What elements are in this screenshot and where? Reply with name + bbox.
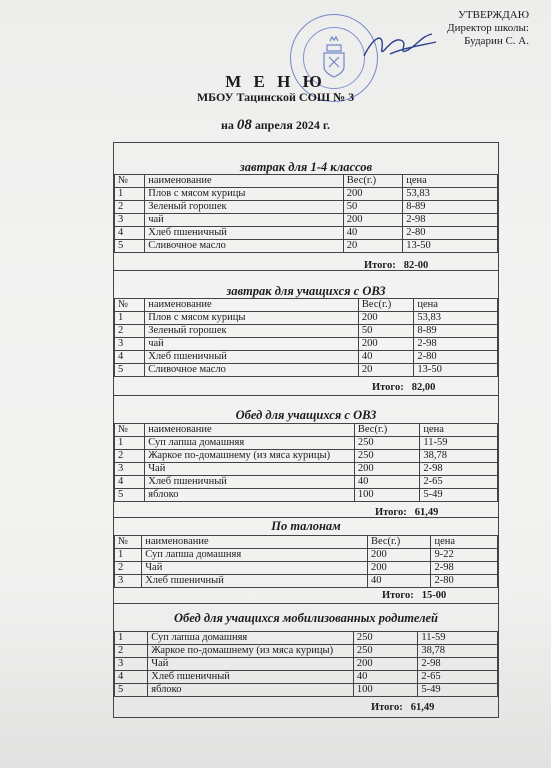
table-cell: 5-49 — [420, 489, 498, 502]
table-cell: 200 — [358, 312, 413, 325]
total-label: Итого: — [371, 702, 403, 713]
table-row — [115, 450, 498, 463]
table-cell: 8-89 — [414, 325, 498, 338]
table-row — [115, 240, 498, 253]
table-cell: Хлеб пшеничный — [145, 227, 344, 240]
menu-table — [114, 174, 498, 253]
table-cell: 2-80 — [403, 227, 498, 240]
table-cell: 3 — [115, 463, 145, 476]
table-cell: наименование — [145, 175, 344, 188]
table-cell: 3 — [115, 338, 145, 351]
table-cell: 2 — [115, 201, 145, 214]
date-day: 08 — [236, 117, 252, 133]
section-total — [371, 702, 434, 713]
table-cell: яблоко — [148, 684, 354, 697]
table-cell: 2-80 — [431, 575, 498, 588]
table-cell: чай — [145, 214, 344, 227]
table-cell: Плов с мясом курицы — [145, 188, 344, 201]
table-cell: 8-89 — [403, 201, 498, 214]
table-cell: 2-98 — [403, 214, 498, 227]
table-cell: 40 — [367, 575, 430, 588]
table-cell: Хлеб пшеничный — [148, 671, 354, 684]
section-title: Обед для учащихся с ОВЗ — [235, 408, 377, 422]
table-cell: 200 — [343, 214, 402, 227]
table-row — [115, 201, 498, 214]
table-cell: 5 — [115, 364, 145, 377]
table-cell: Плов с мясом курицы — [145, 312, 359, 325]
table-cell: Вес(г.) — [343, 175, 402, 188]
total-value: 61,49 — [414, 507, 439, 518]
total-label: Итого: — [372, 382, 404, 393]
table-cell: 5-49 — [418, 684, 498, 697]
table-cell: 40 — [354, 476, 420, 489]
table-cell: 200 — [367, 562, 430, 575]
table-cell: 40 — [343, 227, 402, 240]
table-cell: 200 — [343, 188, 402, 201]
table-cell: 250 — [353, 645, 418, 658]
table-cell: 2 — [115, 562, 142, 575]
table-cell: наименование — [142, 536, 368, 549]
table-cell: 1 — [115, 632, 148, 645]
table-cell: 3 — [115, 575, 142, 588]
menu-table — [114, 631, 498, 697]
table-row — [115, 463, 498, 476]
table-cell: Чай — [142, 562, 368, 575]
table-row — [115, 658, 498, 671]
table-cell: 50 — [343, 201, 402, 214]
section-title: завтрак для учащихся с ОВЗ — [226, 284, 386, 298]
table-cell: 2-80 — [414, 351, 498, 364]
table-cell: 9-22 — [431, 549, 498, 562]
table-cell: Жаркое по-домашнему (из мяса курицы) — [145, 450, 355, 463]
table-cell: Сливочное масло — [145, 240, 344, 253]
table-cell: 20 — [358, 364, 413, 377]
section-divider — [114, 395, 498, 396]
table-cell: наименование — [145, 299, 359, 312]
section-divider — [114, 270, 498, 271]
table-cell: яблоко — [145, 489, 355, 502]
table-cell: Зеленый горошек — [145, 201, 344, 214]
table-cell: Сливочное масло — [145, 364, 359, 377]
table-cell: 5 — [115, 684, 148, 697]
total-value: 61,49 — [410, 702, 435, 713]
table-cell: цена — [420, 424, 498, 437]
table-cell: 5 — [115, 489, 145, 502]
table-cell: Хлеб пшеничный — [145, 351, 359, 364]
table-cell: 2-98 — [414, 338, 498, 351]
table-cell: 2 — [115, 645, 148, 658]
table-cell: 200 — [354, 463, 420, 476]
page-title: М Е Н Ю — [225, 72, 326, 91]
menu-table — [114, 535, 498, 588]
table-cell: Вес(г.) — [358, 299, 413, 312]
table-cell: 40 — [353, 671, 418, 684]
table-row — [115, 575, 498, 588]
table-row — [115, 437, 498, 450]
table-cell: цена — [403, 175, 498, 188]
table-cell: Зеленый горошек — [145, 325, 359, 338]
table-cell: 1 — [115, 549, 142, 562]
table-cell: 4 — [115, 476, 145, 489]
table-cell: 4 — [115, 351, 145, 364]
table-header-row — [115, 424, 498, 437]
school-name: МБОУ Тацинской СОШ № 3 — [196, 90, 355, 104]
table-cell: № — [115, 424, 145, 437]
table-cell: № — [115, 175, 145, 188]
table-cell: 38,78 — [420, 450, 498, 463]
table-row — [115, 364, 498, 377]
table-cell: Хлеб пшеничный — [142, 575, 368, 588]
table-cell: 100 — [354, 489, 420, 502]
table-cell: 2-98 — [420, 463, 498, 476]
table-cell: № — [115, 299, 145, 312]
table-cell: 250 — [353, 632, 418, 645]
table-cell: 2 — [115, 325, 145, 338]
section-divider — [114, 603, 498, 604]
table-cell: 100 — [353, 684, 418, 697]
table-cell: 11-59 — [420, 437, 498, 450]
table-row — [115, 338, 498, 351]
table-cell: 40 — [358, 351, 413, 364]
menu-box — [113, 142, 499, 718]
table-row — [115, 188, 498, 201]
table-row — [115, 351, 498, 364]
table-cell: 200 — [358, 338, 413, 351]
table-cell: 20 — [343, 240, 402, 253]
table-cell: 2-65 — [420, 476, 498, 489]
table-cell: 250 — [354, 437, 420, 450]
table-cell: 1 — [115, 188, 145, 201]
table-cell: 2-65 — [418, 671, 498, 684]
total-label: Итого: — [364, 260, 396, 271]
section-title: По талонам — [271, 519, 341, 533]
table-cell: № — [115, 536, 142, 549]
table-cell: 13-50 — [403, 240, 498, 253]
table-cell: цена — [414, 299, 498, 312]
table-cell: 200 — [353, 658, 418, 671]
table-row — [115, 227, 498, 240]
table-cell: 2 — [115, 450, 145, 463]
table-row — [115, 645, 498, 658]
table-cell: 4 — [115, 227, 145, 240]
total-label: Итого: — [382, 590, 414, 601]
section-total — [372, 382, 435, 393]
table-row — [115, 214, 498, 227]
table-row — [115, 684, 498, 697]
table-cell: Суп лапша домашняя — [145, 437, 355, 450]
menu-date: на 08 апреля 2024 г. — [221, 117, 330, 133]
table-cell: 38,78 — [418, 645, 498, 658]
approval-position: Директор школы: — [447, 22, 529, 34]
total-value: 82-00 — [403, 260, 429, 271]
table-cell: Жаркое по-домашнему (из мяса курицы) — [148, 645, 354, 658]
table-cell: 13-50 — [414, 364, 498, 377]
total-value: 15-00 — [421, 590, 447, 601]
table-cell: 200 — [367, 549, 430, 562]
menu-table — [114, 298, 498, 377]
table-row — [115, 549, 498, 562]
table-row — [115, 325, 498, 338]
director-signature — [360, 26, 440, 66]
approval-block — [447, 9, 529, 48]
approval-title: УТВЕРЖДАЮ — [458, 9, 529, 21]
approval-name: Бударин С. А. — [464, 35, 529, 47]
table-row — [115, 312, 498, 325]
table-cell: цена — [431, 536, 498, 549]
table-cell: 53,83 — [403, 188, 498, 201]
table-cell: 5 — [115, 240, 145, 253]
table-row — [115, 476, 498, 489]
table-header-row — [115, 175, 498, 188]
table-cell: чай — [145, 338, 359, 351]
table-cell: 3 — [115, 658, 148, 671]
table-cell: Хлеб пшеничный — [145, 476, 355, 489]
table-cell: 11-59 — [418, 632, 498, 645]
table-cell: 2-98 — [418, 658, 498, 671]
table-cell: 53,83 — [414, 312, 498, 325]
table-cell: 2-98 — [431, 562, 498, 575]
section-divider — [114, 517, 498, 518]
table-header-row — [115, 536, 498, 549]
section-title: Обед для учащихся мобилизованных родителей — [174, 611, 438, 625]
total-value: 82,00 — [411, 382, 436, 393]
table-cell: Чай — [148, 658, 354, 671]
table-cell: Вес(г.) — [367, 536, 430, 549]
table-cell: 3 — [115, 214, 145, 227]
table-row — [115, 489, 498, 502]
table-cell: наименование — [145, 424, 355, 437]
section-title: завтрак для 1-4 классов — [239, 160, 373, 174]
table-row — [115, 671, 498, 684]
table-row — [115, 632, 498, 645]
section-total — [382, 590, 446, 601]
table-cell: 250 — [354, 450, 420, 463]
table-header-row — [115, 299, 498, 312]
table-cell: 50 — [358, 325, 413, 338]
table-cell: 4 — [115, 671, 148, 684]
table-cell: 1 — [115, 312, 145, 325]
table-cell: Чай — [145, 463, 355, 476]
table-row — [115, 562, 498, 575]
table-cell: 1 — [115, 437, 145, 450]
total-label: Итого: — [375, 507, 407, 518]
table-cell: Вес(г.) — [354, 424, 420, 437]
table-cell: Суп лапша домашняя — [148, 632, 354, 645]
table-cell: Суп лапша домашняя — [142, 549, 368, 562]
menu-table — [114, 423, 498, 502]
